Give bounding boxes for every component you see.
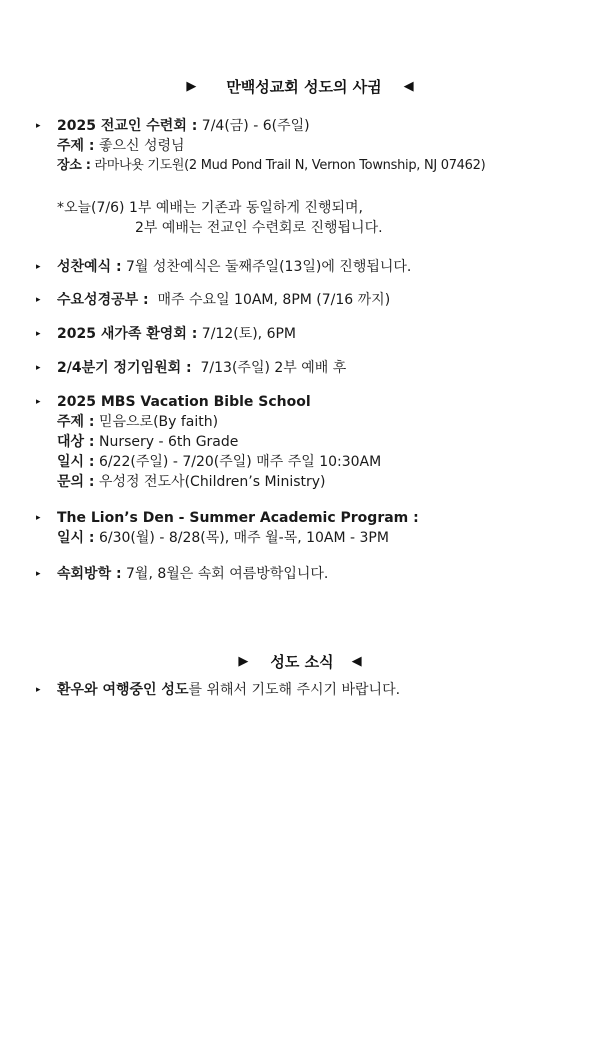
arrow-left-icon: ◀: [351, 654, 362, 669]
retreat-place-label: 장소 :: [57, 158, 91, 173]
newcomer-label: 2025 새가족 환영회 :: [57, 326, 198, 342]
prayer-label: 환우와 여행중인 성도: [57, 682, 189, 698]
communion-label: 성찬예식 :: [57, 259, 122, 275]
prayer-text: 를 위해서 기도해 주시기 바랍니다.: [188, 682, 401, 698]
retreat-theme-label: 주제 :: [57, 138, 95, 154]
vbs-date: 6/22(주일) - 7/20(주일) 매주 주일 10:30AM: [94, 454, 382, 470]
retreat-note-2: 2부 예배는 전교인 수련회로 진행됩니다.: [135, 220, 383, 236]
list-item-vbs: [36, 392, 586, 492]
bullet-icon: ▸: [36, 513, 41, 523]
vbs-heading: 2025 MBS Vacation Bible School: [57, 394, 311, 410]
list-item-prayer: [36, 680, 586, 700]
vbs-date-label: 일시 :: [57, 454, 95, 470]
bullet-icon: ▸: [36, 685, 41, 695]
bullet-icon: ▸: [36, 329, 41, 339]
retreat-note-1: *오늘(7/6) 1부 예배는 기존과 동일하게 진행되며,: [57, 200, 363, 216]
retreat-date: 7/4(금) - 6(주일): [197, 118, 310, 134]
board-meeting-text: 7/13(주일) 2부 예배 후: [191, 360, 347, 376]
arrow-left-icon: ◀: [403, 79, 414, 94]
vbs-theme: 믿음으로(By faith): [94, 414, 219, 430]
announcements-title: 만백성교회 성도의 사귐: [226, 78, 382, 96]
lions-den-heading: The Lion’s Den - Summer Academic Program :: [57, 510, 419, 526]
vbs-contact: 우성정 전도사(Children’s Ministry): [94, 474, 326, 490]
vbs-theme-label: 주제 :: [57, 414, 95, 430]
retreat-theme: 좋으신 성령님: [94, 138, 185, 154]
list-item-communion: [36, 257, 586, 277]
bullet-icon: ▸: [36, 295, 41, 305]
vbs-target-label: 대상 :: [57, 434, 95, 450]
cell-break-label: 속회방학 :: [57, 566, 122, 582]
list-item-newcomer: [36, 324, 586, 344]
bullet-icon: ▸: [36, 569, 41, 579]
list-item-board-meeting: [36, 358, 586, 378]
retreat-label: 2025 전교인 수련회 :: [57, 118, 198, 134]
lions-den-date: 6/30(월) - 8/28(목), 매주 월-목, 10AM - 3PM: [94, 530, 389, 546]
newcomer-text: 7/12(토), 6PM: [197, 326, 297, 342]
bullet-icon: ▸: [36, 397, 41, 407]
list-item-bible-study: [36, 290, 586, 310]
retreat-place: 라마나욧 기도원(2 Mud Pond Trail N, Vernon Township, NJ 07462): [90, 158, 486, 173]
bible-study-label: 수요성경공부 :: [57, 292, 149, 308]
list-item-lions-den: [36, 508, 586, 548]
vbs-contact-label: 문의 :: [57, 474, 95, 490]
announcements-title-row: [0, 76, 600, 97]
bullet-icon: ▸: [36, 262, 41, 272]
news-title: 성도 소식: [270, 653, 334, 671]
bullet-icon: ▸: [36, 121, 41, 131]
cell-break-text: 7월, 8월은 속회 여름방학입니다.: [121, 566, 329, 582]
vbs-target: Nursery - 6th Grade: [94, 434, 239, 450]
bullet-icon: ▸: [36, 363, 41, 373]
communion-text: 7월 성찬예식은 둘째주일(13일)에 진행됩니다.: [121, 259, 412, 275]
bible-study-text: 매주 수요일 10AM, 8PM (7/16 까지): [148, 292, 391, 308]
list-item-cell-break: [36, 564, 586, 584]
news-title-row: [0, 651, 600, 672]
list-item-retreat: [36, 116, 586, 238]
board-meeting-label: 2/4분기 정기임원회 :: [57, 360, 192, 376]
arrow-right-icon: ▶: [238, 654, 249, 669]
lions-den-date-label: 일시 :: [57, 530, 95, 546]
arrow-right-icon: ▶: [186, 79, 197, 94]
